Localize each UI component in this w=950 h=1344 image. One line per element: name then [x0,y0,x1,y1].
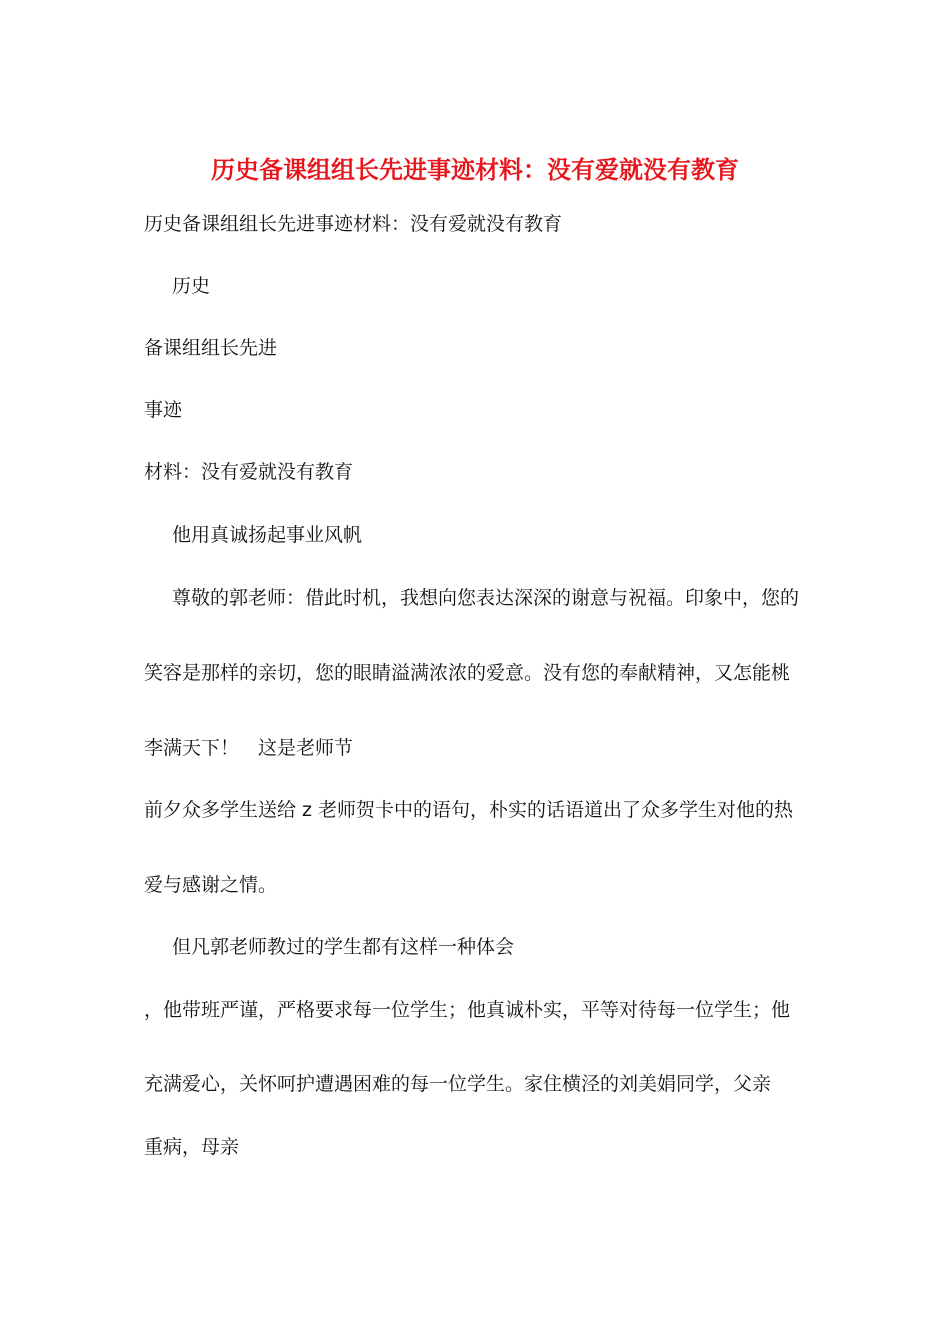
body-line: 爱与感谢之情。 [144,874,278,896]
subtitle-line: 历史备课组组长先进事迹材料：没有爱就没有教育 [144,213,563,235]
body-line: 李满天下！ 这是老师节 [144,737,354,759]
body-line: 充满爱心，关怀呵护遭遇困难的每一位学生。家住横泾的刘美娟同学，父亲 [144,1073,772,1095]
body-line: 尊敬的郭老师：借此时机，我想向您表达深深的谢意与祝福。印象中，您的 [172,587,800,609]
body-line: 事迹 [144,399,183,421]
body-line: 笑容是那样的亲切，您的眼睛溢满浓浓的爱意。没有您的奉献精神，又怎能桃 [144,662,791,684]
section-heading: 他用真诚扬起事业风帆 [172,524,363,546]
body-line: 历史 [172,275,211,297]
body-line: 备课组组长先进 [144,337,278,359]
body-line: 前夕众多学生送给 z 老师贺卡中的语句，朴实的话语道出了众多学生对他的热 [144,799,794,821]
document-title: 历史备课组组长先进事迹材料：没有爱就没有教育 [211,155,739,184]
body-line: ，他带班严谨，严格要求每一位学生；他真诚朴实，平等对待每一位学生；他 [144,999,791,1021]
body-line: 材料：没有爱就没有教育 [144,461,354,483]
body-line: 重病，母亲 [144,1136,240,1158]
body-line: 但凡郭老师教过的学生都有这样一种体会 [172,936,515,958]
